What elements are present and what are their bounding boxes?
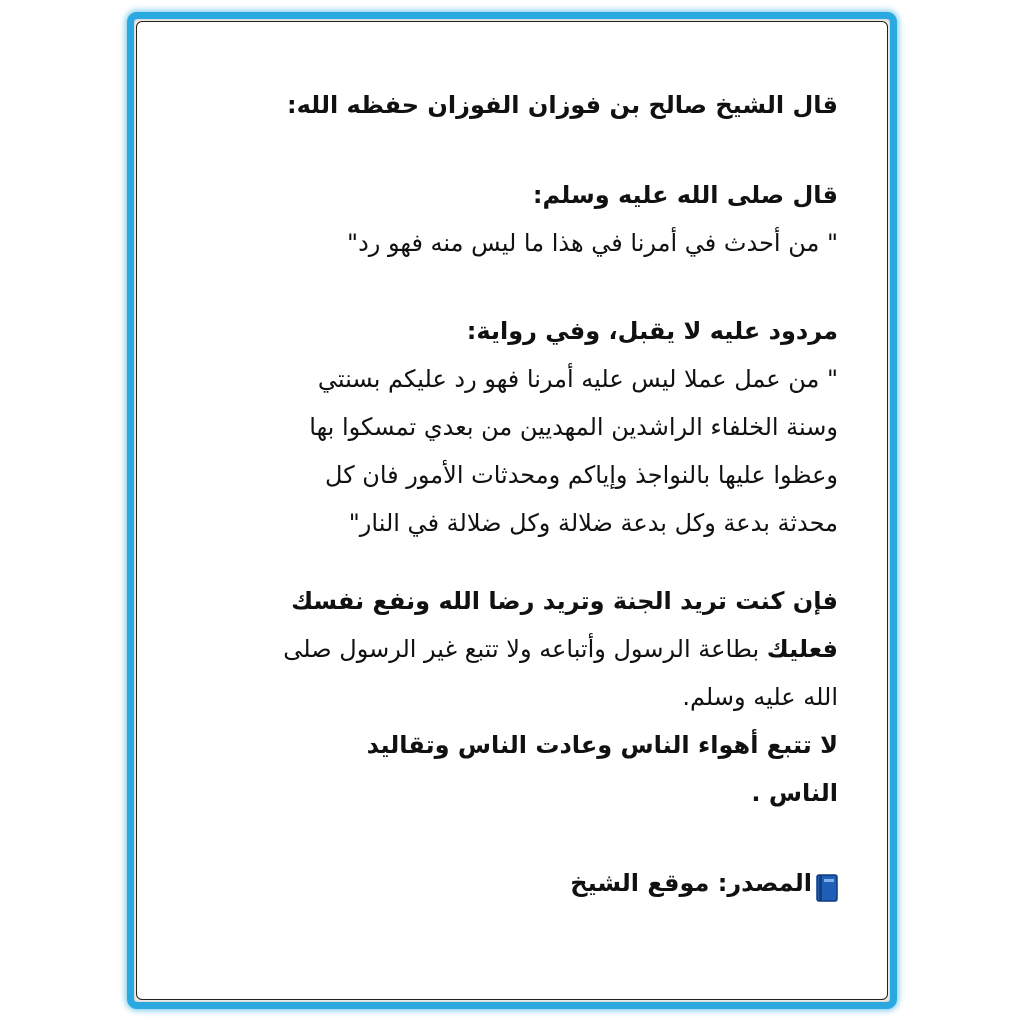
post-frame	[127, 12, 897, 1009]
advice-line-3: الله عليه وسلم.	[682, 683, 838, 711]
post-title: قال الشيخ صالح بن فوزان الفوزان حفظه الله:	[287, 91, 838, 119]
hadith2-line: محدثة بدعة وكل بدعة ضلالة وكل ضلالة في النار"	[348, 509, 838, 537]
hadith1-heading: قال صلى الله عليه وسلم:	[532, 181, 838, 209]
hadith2-line: وعظوا عليها بالنواجذ وإياكم ومحدثات الأمور فان كل	[325, 461, 838, 489]
blue-book-icon	[816, 870, 838, 898]
advice-line-1: فإن كنت تريد الجنة وتريد رضا الله ونفع نفسك	[291, 587, 838, 615]
source-text: المصدر: موقع الشيخ	[570, 869, 812, 897]
source-line	[204, 859, 838, 907]
advice-emphasis: فعليك	[766, 635, 838, 663]
hadith2-line: وسنة الخلفاء الراشدين المهديين من بعدي تمسكوا بها	[309, 413, 838, 441]
post-content	[204, 81, 838, 907]
hadith1-text: " من أحدث في أمرنا في هذا ما ليس منه فهو رد"	[347, 229, 838, 257]
advice-line-2-rest: بطاعة الرسول وأتباعه ولا تتبع غير الرسول صلى	[283, 635, 767, 663]
advice-line-4: لا تتبع أهواء الناس وعادت الناس وتقاليد	[366, 731, 838, 759]
advice-line-2	[204, 625, 838, 673]
advice-line-5: الناس .	[751, 779, 838, 807]
hadith2-heading: مردود عليه لا يقبل، وفي رواية:	[466, 317, 838, 345]
hadith2-line: " من عمل عملا ليس عليه أمرنا فهو رد عليكم بسنتي	[317, 365, 838, 393]
